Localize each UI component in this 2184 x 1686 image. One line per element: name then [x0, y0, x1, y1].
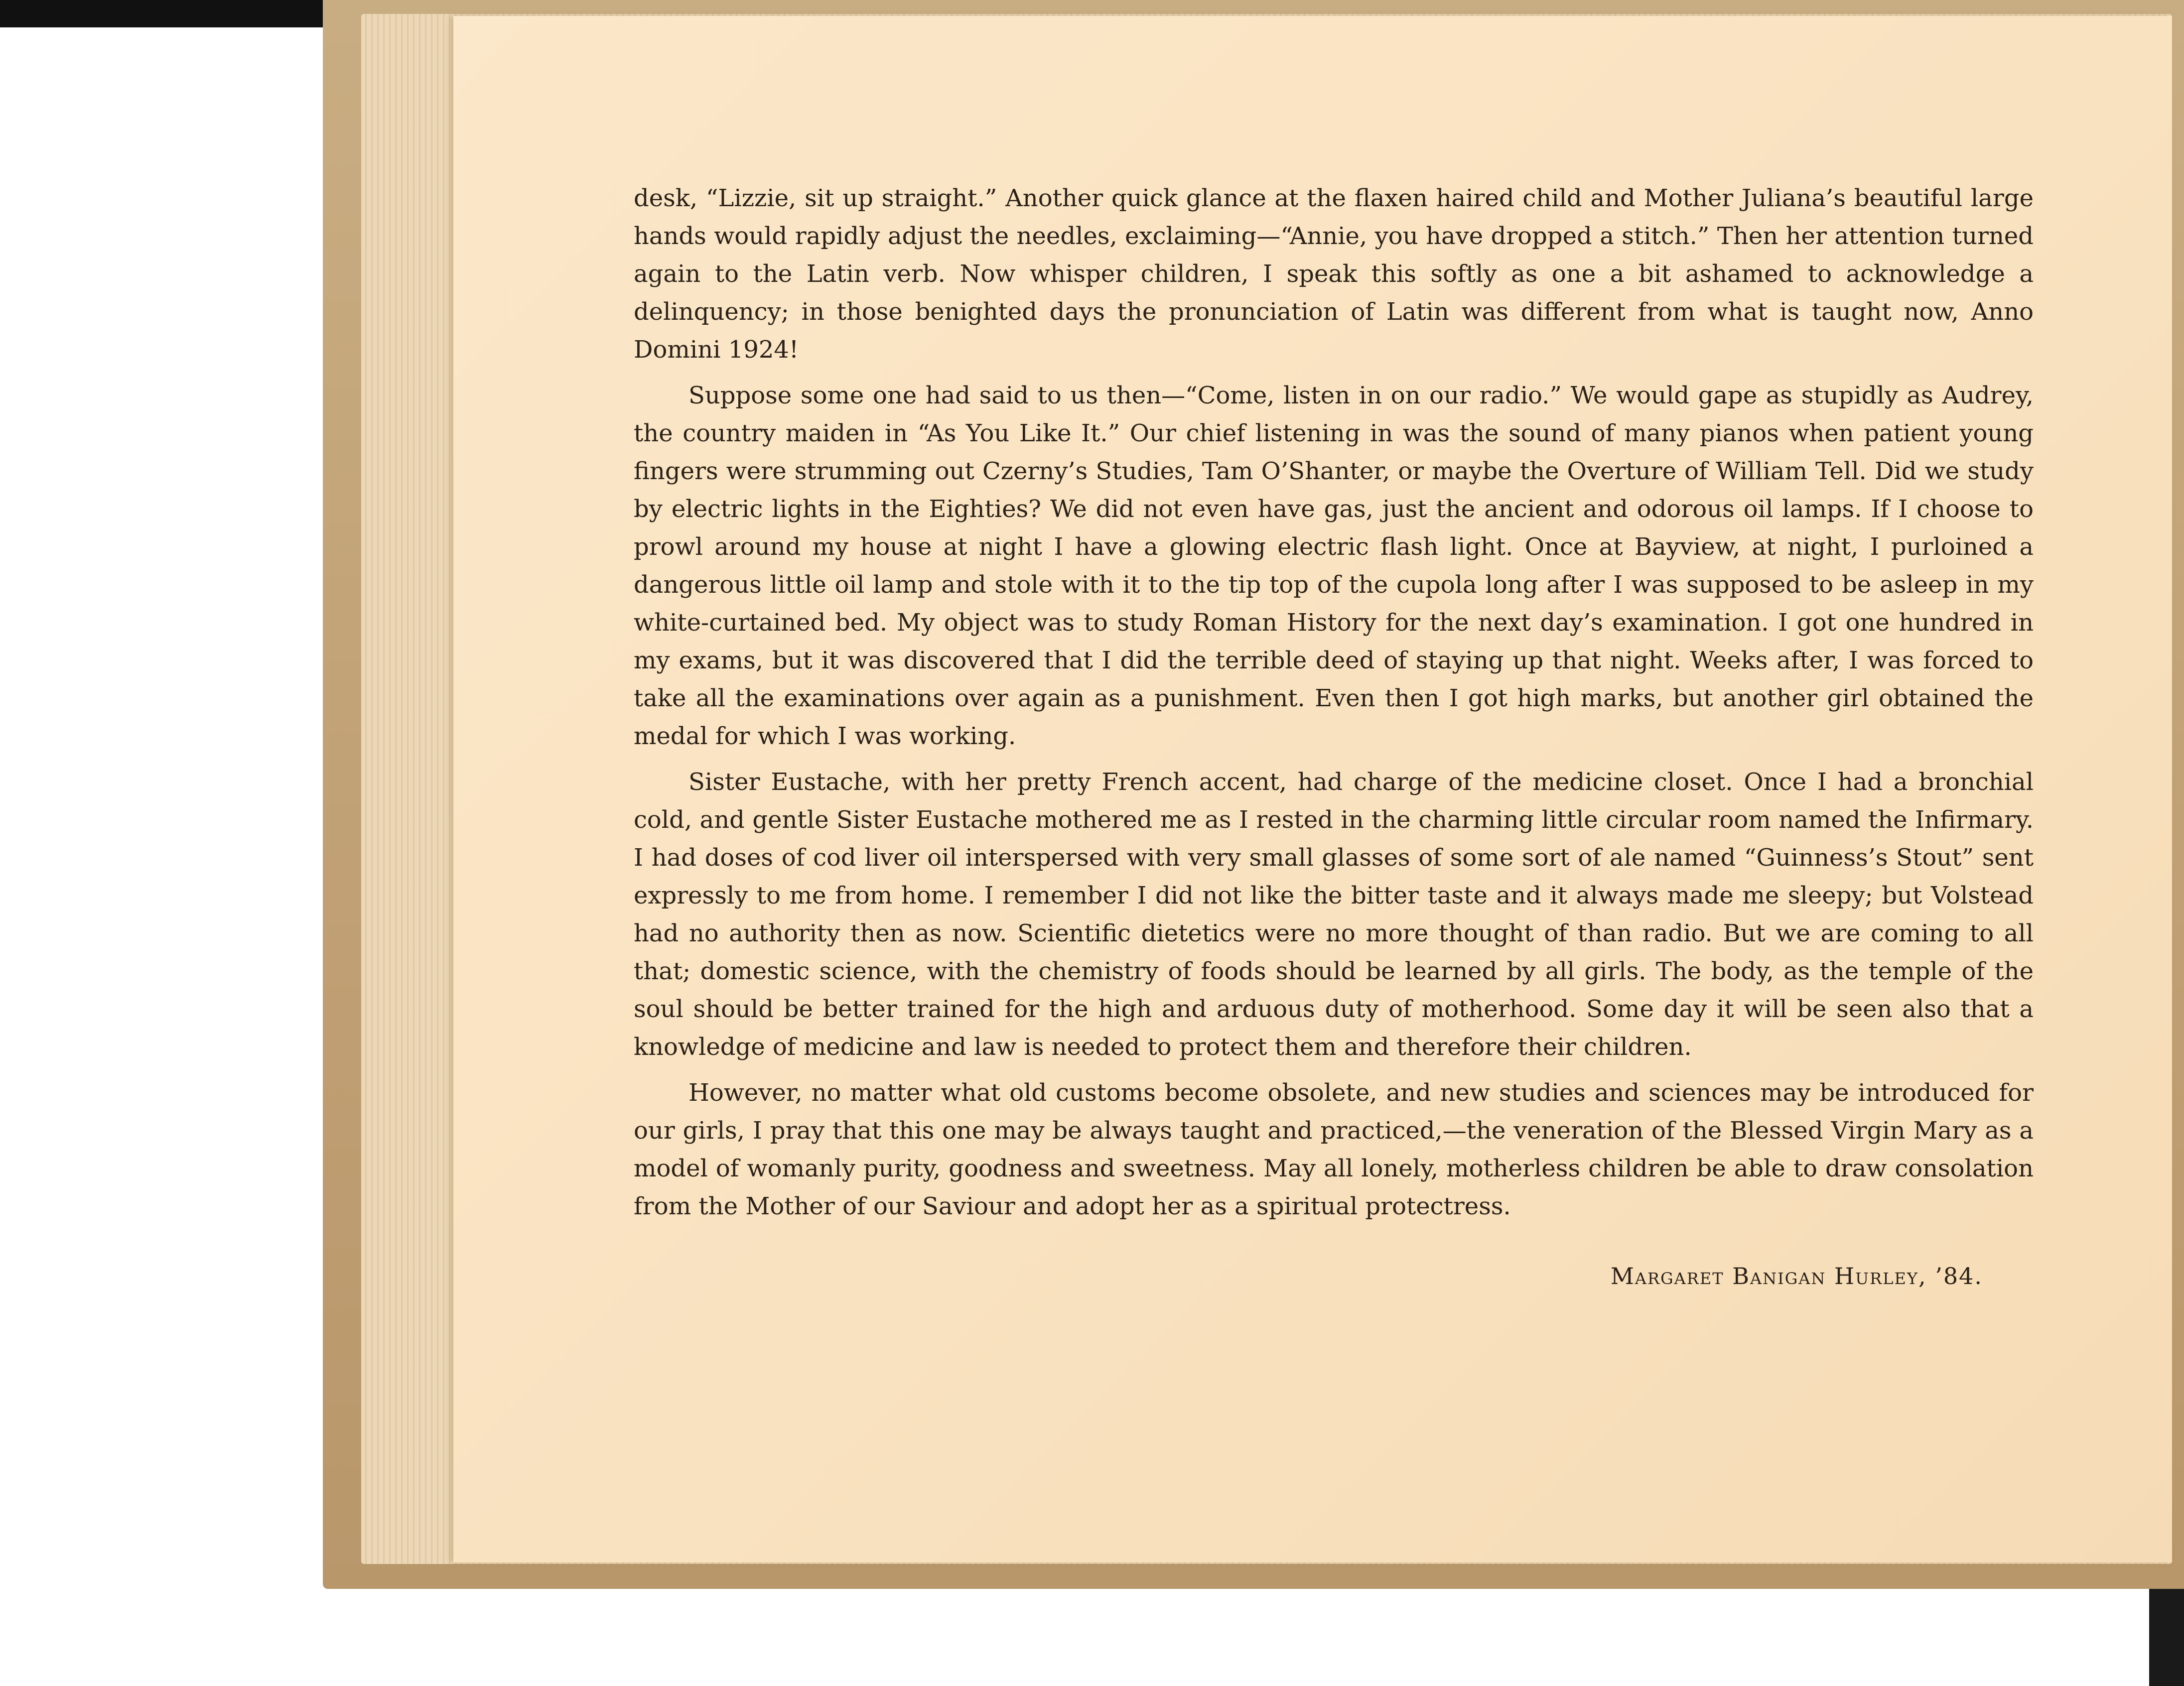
paragraph-4: However, no matter what old customs become obsolete, and new studies and sciences may be introduced for our girls, I pray that this one may be always taught and practiced,—the veneration of the Blessed Virgin Mary as a model of womanly purity, goodness and sweetness. May all lonely, motherless children be able to draw consolation from the Mother of our Saviour and adopt her as a spiritual protectress.: [634, 1079, 2034, 1220]
paragraph-1: desk, “Lizzie, sit up straight.” Another quick glance at the flaxen haired child and Mother Juliana’s beautiful large hands would rapidly adjust the needles, exclaiming—“Annie, you have dropped a stitch.” Then her attention turned again to the Latin verb. Now whisper children, I speak this softly as one a bit ashamed to acknowledge a delinquency; in those benighted days the pronunciation of Latin was different from what is taught now, Anno Domini 1924!: [634, 184, 2034, 364]
author-signature: Margaret Banigan Hurley, ’84.: [1610, 1263, 1983, 1290]
paragraph-3: Sister Eustache, with her pretty French accent, had charge of the medicine closet. Once I had a bronchial cold, and gentle Sister Eustache mothered me as I rested in the charming little circular room named the Infirmary. I had doses of cod liver oil interspersed with very small glasses of some sort of ale named “Guinness’s Stout” sent expressly to me from home. I remember I did not like the bitter taste and it always made me sleepy; but Volstead had no authority then as now. Scientific dietetics were no more thought of than radio. But we are coming to all that; domestic science, with the chemistry of foods should be learned by all girls. The body, as the temple of the soul should be better trained for the high and arduous duty of motherhood. Some day it will be seen also that a knowledge of medicine and law is needed to protect them and therefore their children.: [634, 768, 2034, 1061]
scanner-edge-top: [0, 0, 349, 27]
memoir-text: [634, 179, 2034, 1233]
paragraph-2: Suppose some one had said to us then—“Come, listen in on our radio.” We would gape as stupidly as Audrey, the country maiden in “As You Like It.” Our chief listening in was the sound of many pianos when patient young fingers were strumming out Czerny’s Studies, Tam O’Shanter, or maybe the Overture of William Tell. Did we study by electric lights in the Eighties? We did not even have gas, just the ancient and odorous oil lamps. If I choose to prowl around my house at night I have a glowing electric flash light. Once at Bayview, at night, I purloined a dangerous little oil lamp and stole with it to the tip top of the cupola long after I was supposed to be asleep in my white-curtained bed. My object was to study Roman History for the next day’s examination. I got one hundred in my exams, but it was discovered that I did the terrible deed of staying up that night. Weeks after, I was forced to take all the examinations over again as a punishment. Even then I got high marks, but another girl obtained the medal for which I was working.: [634, 382, 2034, 750]
